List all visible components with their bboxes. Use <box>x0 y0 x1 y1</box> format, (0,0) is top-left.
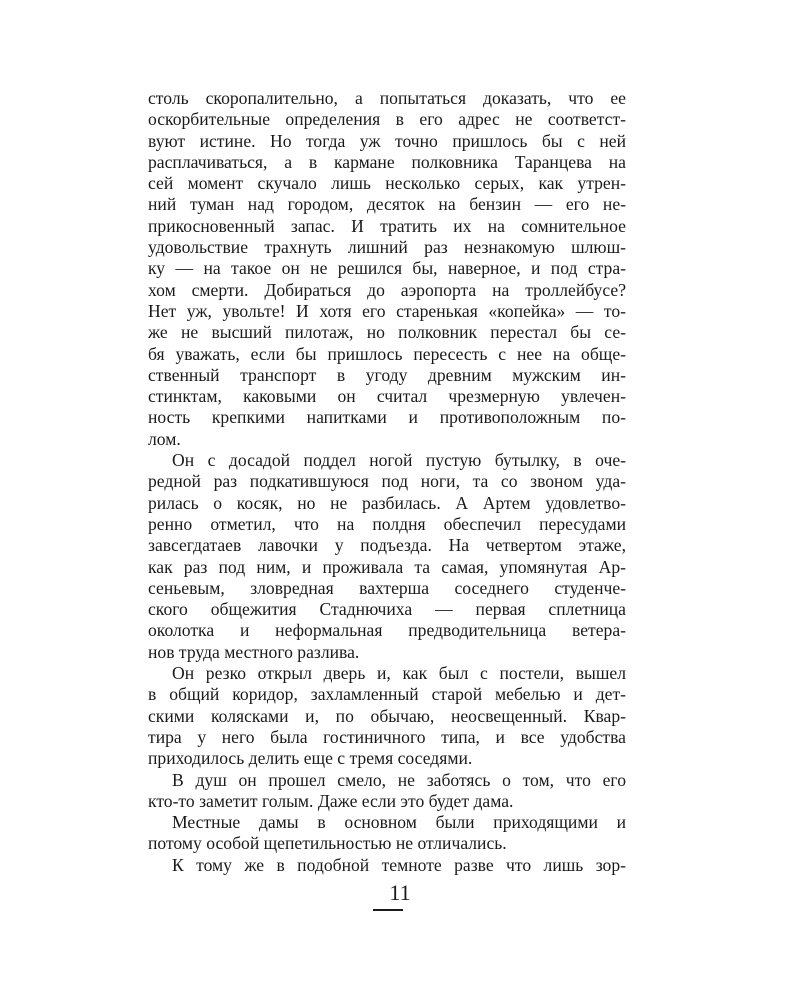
page-number: 11 <box>389 880 411 905</box>
text-line: В душ он прошел смело, не заботясь о том, что его <box>172 769 626 790</box>
text-line: стинктам, каковыми он считал чрезмерную увлечен- <box>148 386 626 407</box>
text-line: ность крепкими напитками и противоположным по- <box>148 407 626 428</box>
text-line: рилась о косяк, но не разбилась. А Артем удовлетво- <box>148 492 626 513</box>
text-line: как раз под ним, и проживала та самая, упомянутая Ар- <box>148 556 626 577</box>
text-line: кто-то заметит голым. Даже если это будет дама. <box>148 790 514 811</box>
text-line: удовольствие трахнуть лишний раз незнакомую шлюш- <box>148 237 626 258</box>
text-line: ренно отметил, что на полдня обеспечил пересудами <box>148 513 626 534</box>
text-line: завсегдатаев лавочки у подъезда. На четвертом этаже, <box>148 535 626 556</box>
text-line: бя уважать, если бы пришлось пересесть с нее на обще- <box>148 343 626 364</box>
text-line: Нет уж, увольте! И хотя его старенькая «копейка» — то- <box>148 300 626 321</box>
text-line: Он резко открыл дверь и, как был с постели, вышел <box>172 663 626 684</box>
text-line: в общий коридор, захламленный старой мебелью и дет- <box>148 684 626 705</box>
paragraph <box>148 770 626 813</box>
text-line: сеньевым, зловредная вахтерша соседнего студенче- <box>148 577 626 598</box>
page-body <box>148 88 626 876</box>
page-number-rule <box>373 909 403 911</box>
paragraph <box>148 88 626 450</box>
text-line: сей момент скучало лишь несколько серых, как утрен- <box>148 173 626 194</box>
paragraph <box>148 812 626 855</box>
paragraph <box>148 663 626 769</box>
text-line: околотка и неформальная предводительница ветера- <box>148 620 626 641</box>
paragraph <box>148 450 626 663</box>
text-line: вуют истине. Но тогда уж точно пришлось бы с ней <box>148 130 626 151</box>
text-line: редной раз подкатившуюся под ноги, та со звоном уда- <box>148 471 626 492</box>
text-line: Местные дамы в основном были приходящими и <box>172 812 626 833</box>
text-line: потому особой щепетильностью не отличались. <box>148 833 507 854</box>
text-line: лом. <box>148 428 181 449</box>
text-line: оскорбительные определения в его адрес не соответст- <box>148 109 626 130</box>
text-line: прикосновенный запас. И тратить их на сомнительное <box>148 215 626 236</box>
text-line: приходилось делить еще с тремя соседями. <box>148 748 473 769</box>
text-line: тира у него была гостиничного типа, и все удобства <box>148 726 626 747</box>
text-line: хом смерти. Добираться до аэропорта на троллейбусе? <box>148 279 626 300</box>
text-line: скими колясками и, по обычаю, неосвещенный. Квар- <box>148 705 626 726</box>
text-line: же не высший пилотаж, но полковник перестал бы се- <box>148 322 626 343</box>
paragraph <box>148 855 626 876</box>
text-line: ственный транспорт в угоду древним мужским ин- <box>148 364 626 385</box>
text-line: нов труда местного разлива. <box>148 641 360 662</box>
text-line: расплачиваться, а в кармане полковника Таранцева на <box>148 151 626 172</box>
text-line: Он с досадой поддел ногой пустую бутылку, в оче- <box>172 450 626 471</box>
text-line: ку — на такое он не решился бы, наверное, и под стра- <box>148 258 626 279</box>
text-line: столь скоропалительно, а попытаться доказать, что ее <box>148 88 626 108</box>
text-line: ний туман над городом, десяток на бензин — его не- <box>148 194 626 215</box>
text-line: ского общежития Стаднючиха — первая сплетница <box>148 599 626 620</box>
text-line: К тому же в подобной темноте разве что лишь зор- <box>172 854 626 875</box>
